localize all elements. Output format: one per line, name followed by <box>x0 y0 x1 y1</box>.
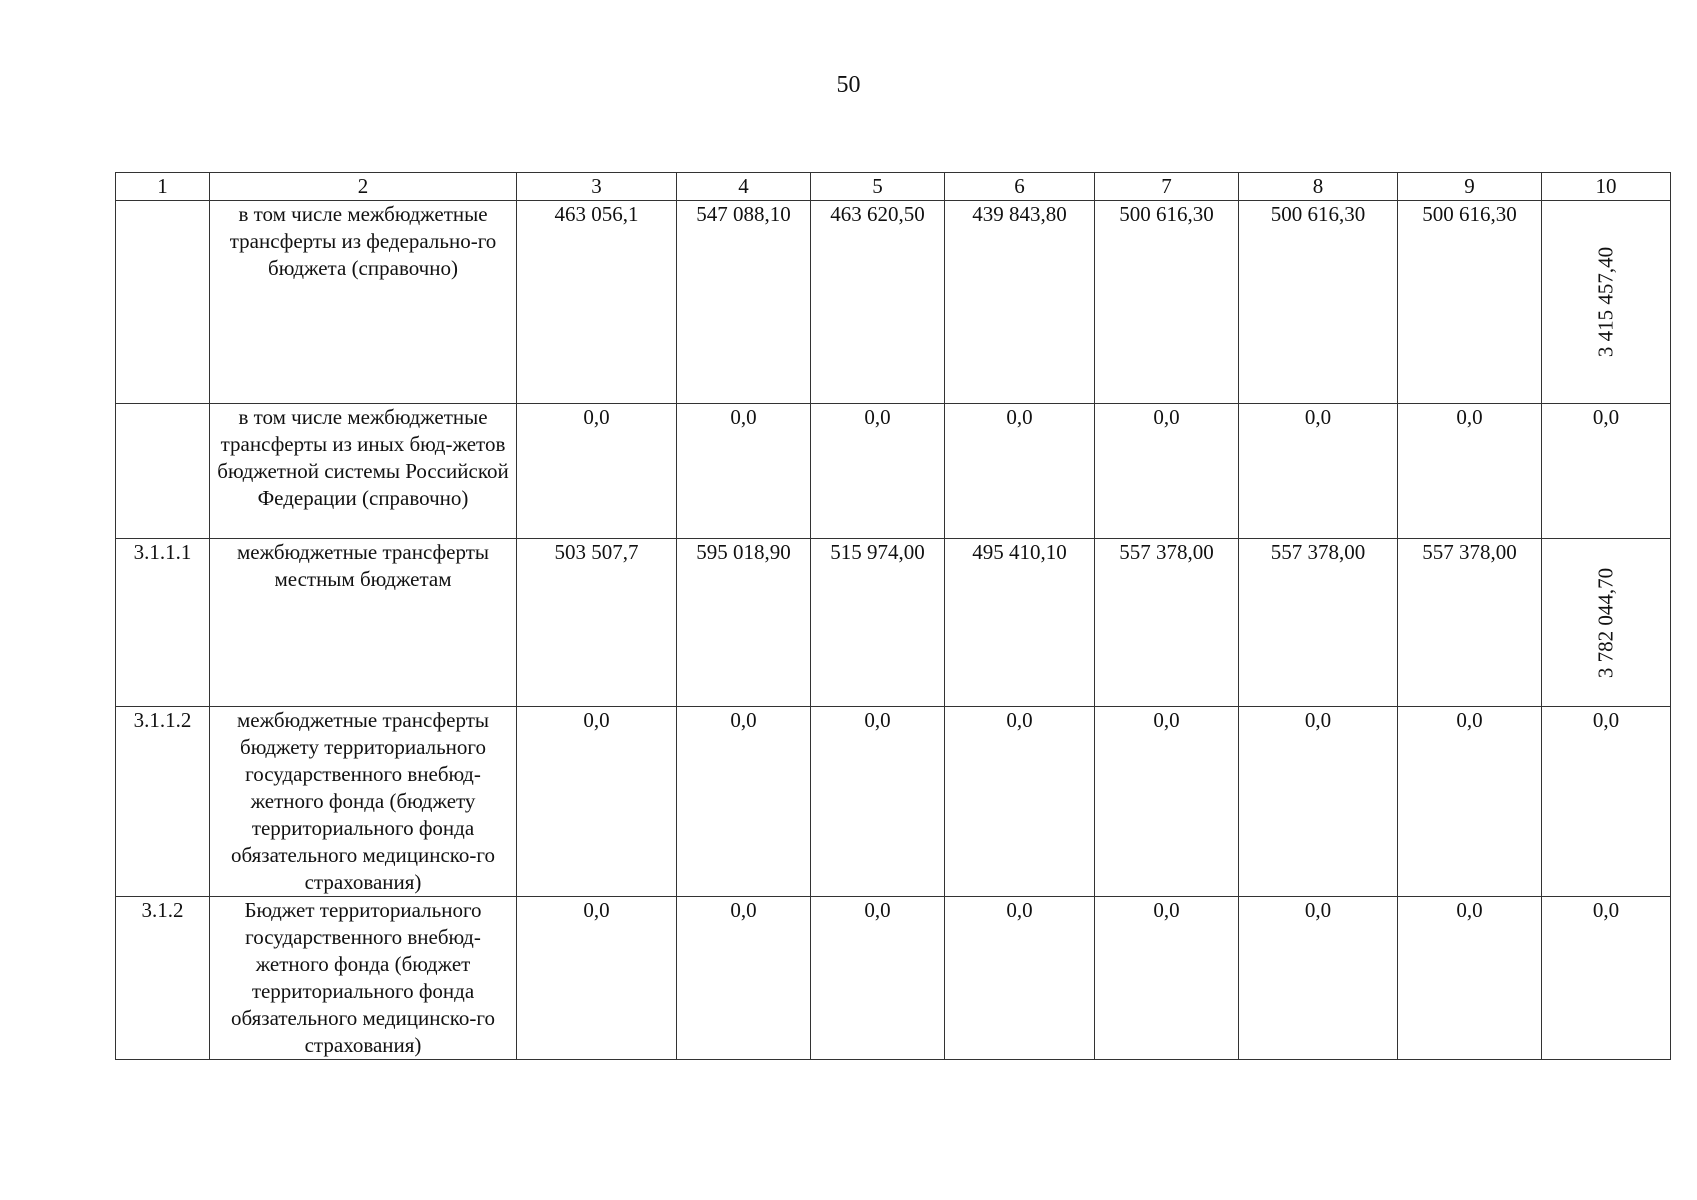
value-cell: 0,0 <box>1239 404 1398 539</box>
total-value: 3 782 044,70 <box>1593 567 1618 678</box>
table-row <box>116 707 1671 897</box>
value-cell: 557 378,00 <box>1095 539 1239 707</box>
value-cell: 495 410,10 <box>945 539 1095 707</box>
header-cell: 2 <box>210 173 517 201</box>
row-name: межбюджетные трансферты бюджету территориального государственного внебюд-жетного фонда (бюджету территориального фонда обязательного медицинско-го страхования) <box>210 707 517 897</box>
value-cell: 0,0 <box>517 707 677 897</box>
total-cell: 0,0 <box>1542 404 1671 539</box>
header-cell: 5 <box>811 173 945 201</box>
header-cell: 9 <box>1398 173 1542 201</box>
value-cell: 0,0 <box>945 897 1095 1060</box>
value-cell: 515 974,00 <box>811 539 945 707</box>
row-name: межбюджетные трансферты местным бюджетам <box>210 539 517 707</box>
value-cell: 0,0 <box>1398 404 1542 539</box>
row-code: 3.1.2 <box>116 897 210 1060</box>
value-cell: 0,0 <box>1239 707 1398 897</box>
value-cell: 0,0 <box>677 707 811 897</box>
value-cell: 500 616,30 <box>1398 201 1542 404</box>
value-cell: 595 018,90 <box>677 539 811 707</box>
value-cell: 0,0 <box>677 897 811 1060</box>
value-cell: 0,0 <box>811 707 945 897</box>
value-cell: 0,0 <box>1398 707 1542 897</box>
header-cell: 3 <box>517 173 677 201</box>
value-cell: 500 616,30 <box>1239 201 1398 404</box>
table-row <box>116 539 1671 707</box>
value-cell: 0,0 <box>811 897 945 1060</box>
value-cell: 463 620,50 <box>811 201 945 404</box>
header-cell: 7 <box>1095 173 1239 201</box>
header-cell: 4 <box>677 173 811 201</box>
table-row <box>116 897 1671 1060</box>
value-cell: 0,0 <box>1095 404 1239 539</box>
table-row <box>116 201 1671 404</box>
value-cell: 0,0 <box>811 404 945 539</box>
value-cell: 0,0 <box>1095 707 1239 897</box>
value-cell: 557 378,00 <box>1239 539 1398 707</box>
row-code: 3.1.1.1 <box>116 539 210 707</box>
row-name: Бюджет территориального государственного внебюд-жетного фонда (бюджет территориального фонда обязательного медицинско-го страхования) <box>210 897 517 1060</box>
total-value: 3 415 457,40 <box>1593 246 1618 358</box>
row-name: в том числе межбюджетные трансферты из иных бюд-жетов бюджетной системы Российской Федерации (справочно) <box>210 404 517 539</box>
row-code <box>116 201 210 404</box>
value-cell: 463 056,1 <box>517 201 677 404</box>
page-number: 50 <box>836 72 861 98</box>
header-cell: 1 <box>116 173 210 201</box>
value-cell: 547 088,10 <box>677 201 811 404</box>
value-cell: 0,0 <box>1095 897 1239 1060</box>
table-row <box>116 404 1671 539</box>
total-cell: 0,0 <box>1542 897 1671 1060</box>
total-cell <box>1542 201 1671 404</box>
value-cell: 557 378,00 <box>1398 539 1542 707</box>
total-cell: 0,0 <box>1542 707 1671 897</box>
budget-table <box>115 172 1671 1060</box>
value-cell: 0,0 <box>517 404 677 539</box>
value-cell: 0,0 <box>1239 897 1398 1060</box>
table-header-row <box>116 173 1671 201</box>
total-cell <box>1542 539 1671 707</box>
value-cell: 0,0 <box>945 404 1095 539</box>
value-cell: 439 843,80 <box>945 201 1095 404</box>
value-cell: 0,0 <box>677 404 811 539</box>
row-code: 3.1.1.2 <box>116 707 210 897</box>
header-cell: 8 <box>1239 173 1398 201</box>
row-code <box>116 404 210 539</box>
value-cell: 0,0 <box>1398 897 1542 1060</box>
value-cell: 0,0 <box>517 897 677 1060</box>
value-cell: 500 616,30 <box>1095 201 1239 404</box>
value-cell: 0,0 <box>945 707 1095 897</box>
header-cell: 10 <box>1542 173 1671 201</box>
row-name: в том числе межбюджетные трансферты из федерально-го бюджета (справочно) <box>210 201 517 404</box>
header-cell: 6 <box>945 173 1095 201</box>
value-cell: 503 507,7 <box>517 539 677 707</box>
